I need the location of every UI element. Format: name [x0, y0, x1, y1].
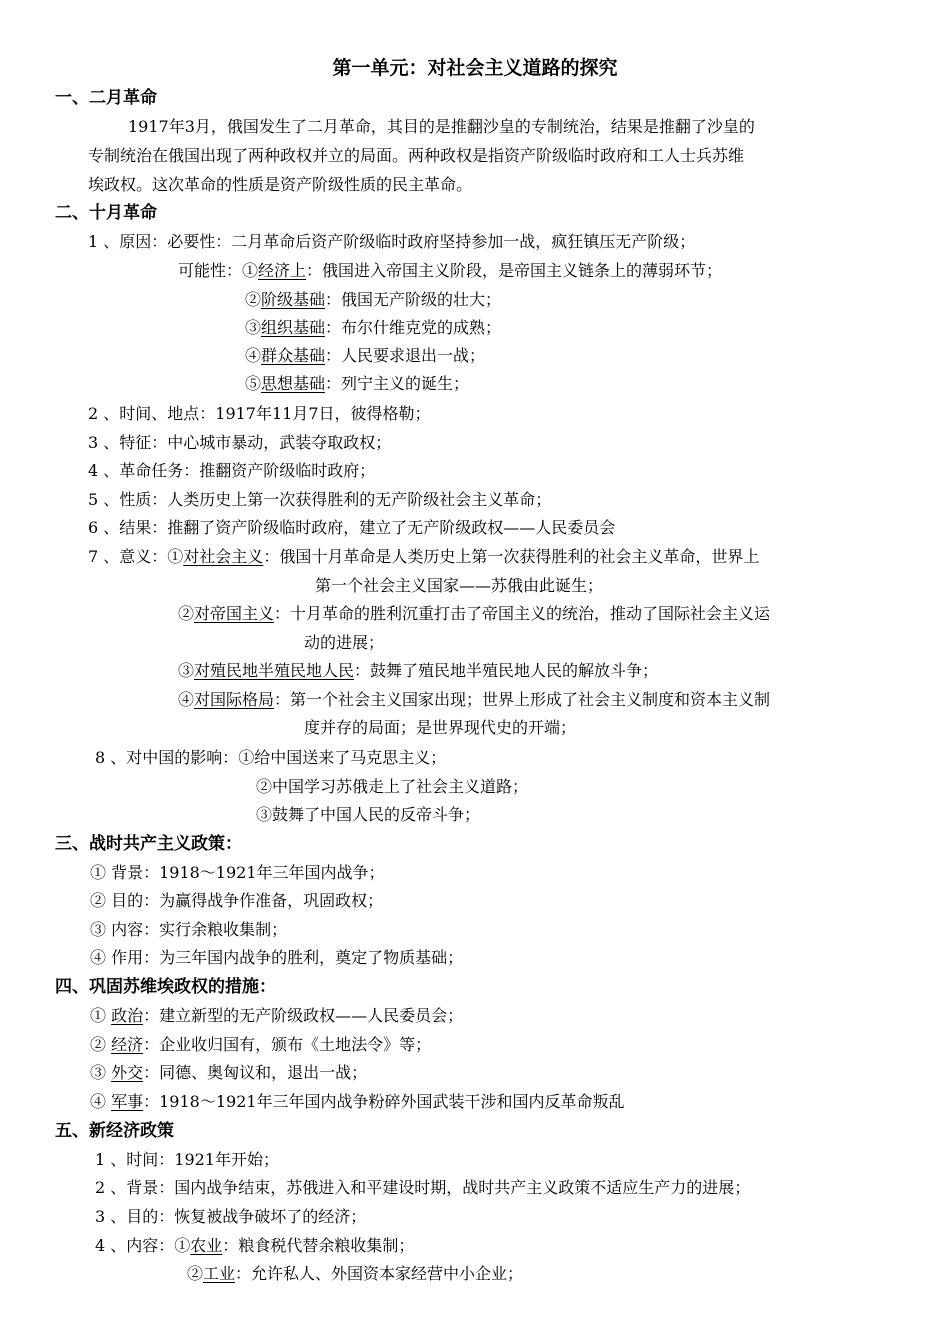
list-item — [245, 374, 469, 396]
list-item — [90, 1063, 367, 1085]
list-item — [178, 604, 770, 626]
section-heading-4: 四、巩固苏维埃政权的措施： — [55, 977, 276, 997]
keyword: 外交 — [111, 1063, 144, 1082]
list-item — [88, 547, 759, 569]
list-item: 3 、目的：恢复被战争破坏了的经济； — [95, 1207, 367, 1226]
item-lead: 可能性： — [178, 261, 243, 280]
item-number: ② — [90, 1035, 112, 1054]
keyword: 军事 — [111, 1092, 144, 1111]
list-item: ② 目的：为赢得战争作准备，巩固政权； — [90, 891, 384, 910]
list-item — [245, 346, 485, 368]
keyword: 对殖民地半殖民地人民 — [194, 661, 355, 680]
paragraph-line: 埃政权。这次革命的性质是资产阶级性质的民主革命。 — [88, 175, 473, 194]
item-text: ：鼓舞了殖民地半殖民地人民的解放斗争； — [354, 661, 659, 680]
list-item — [245, 290, 501, 312]
list-item: 1 、原因：必要性：二月革命后资产阶级临时政府坚持参加一战，疯狂镇压无产阶级； — [88, 232, 696, 251]
continuation-line: 第一个社会主义国家——苏俄由此诞生； — [315, 576, 604, 595]
item-text: ：1918～1921年三年国内战争粉碎外国武装干涉和国内反革命叛乱 — [143, 1092, 625, 1111]
item-text: ①给中国送来了马克思主义； — [238, 748, 447, 767]
list-item: 5 、性质：人类历史上第一次获得胜利的无产阶级社会主义革命； — [88, 490, 552, 509]
item-number: ③ — [178, 661, 195, 680]
item-number: ② — [245, 290, 262, 309]
paragraph-line: 专制统治在俄国出现了两种政权并立的局面。两种政权是指资产阶级临时政府和工人士兵苏维 — [88, 146, 745, 165]
item-lead: 7 、意义： — [88, 547, 168, 566]
keyword: 思想基础 — [261, 374, 326, 393]
section-heading-1: 一、二月革命 — [55, 88, 157, 108]
item-number: ② — [187, 1264, 204, 1283]
list-item: 1 、时间：1921年开始； — [95, 1150, 279, 1169]
list-item — [245, 318, 501, 340]
keyword: 工业 — [203, 1264, 236, 1283]
list-item: ③ 内容：实行余粮收集制； — [90, 920, 288, 939]
item-number: ③ — [245, 318, 262, 337]
section-heading-2: 二、十月革命 — [55, 203, 157, 223]
item-text: ：俄国进入帝国主义阶段，是帝国主义链条上的薄弱环节； — [306, 261, 723, 280]
list-item: ③鼓舞了中国人民的反帝斗争； — [256, 805, 481, 824]
item-text: ：布尔什维克党的成熟； — [325, 318, 502, 337]
list-item — [178, 261, 722, 283]
item-number: ① — [174, 1236, 191, 1255]
list-item: 4 、革命任务：推翻资产阶级临时政府； — [88, 461, 376, 480]
item-text: ：列宁主义的诞生； — [325, 374, 470, 393]
keyword: 政治 — [111, 1006, 144, 1025]
list-item — [90, 1006, 463, 1028]
item-number: ④ — [178, 690, 195, 709]
item-number: ① — [90, 1006, 112, 1025]
keyword: 经济 — [111, 1035, 144, 1054]
list-item — [90, 1035, 431, 1057]
item-number: ② — [178, 604, 195, 623]
list-item — [95, 1236, 414, 1258]
item-lead: 4 、内容： — [95, 1236, 175, 1255]
list-item: 2 、背景：国内战争结束，苏俄进入和平建设时期，战时共产主义政策不适应生产力的进展； — [95, 1178, 751, 1197]
section-heading-3: 三、战时共产主义政策： — [55, 834, 242, 854]
item-text: ：人民要求退出一战； — [325, 346, 486, 365]
item-text: ：十月革命的胜利沉重打击了帝国主义的统治，推动了国际社会主义运 — [274, 604, 771, 623]
item-number: ① — [242, 261, 259, 280]
item-text: ：俄国无产阶级的壮大； — [325, 290, 502, 309]
list-item: ②中国学习苏俄走上了社会主义道路； — [256, 777, 529, 796]
item-number: ① — [167, 547, 184, 566]
keyword: 组织基础 — [261, 318, 326, 337]
list-item: ④ 作用：为三年国内战争的胜利，奠定了物质基础； — [90, 948, 464, 967]
list-item — [178, 690, 770, 712]
item-lead: 8 、对中国的影响： — [95, 748, 239, 767]
item-text: ：企业收归国有，颁布《土地法令》等； — [143, 1035, 432, 1054]
item-number: ④ — [90, 1092, 112, 1111]
item-text: ：俄国十月革命是人类历史上第一次获得胜利的社会主义革命，世界上 — [263, 547, 760, 566]
continuation-line: 度并存的局面；是世界现代史的开端； — [304, 718, 577, 737]
keyword: 经济上 — [258, 261, 307, 280]
item-text: ：粮食税代替余粮收集制； — [222, 1236, 415, 1255]
item-number: ③ — [90, 1063, 112, 1082]
section-heading-5: 五、新经济政策 — [55, 1121, 174, 1141]
list-item — [187, 1264, 523, 1286]
keyword: 对社会主义 — [183, 547, 264, 566]
list-item: 2 、时间、地点：1917年11月7日，彼得格勒； — [88, 404, 431, 423]
list-item — [95, 748, 446, 770]
list-item — [90, 1092, 625, 1114]
paragraph-line: 1917年3月，俄国发生了二月革命，其目的是推翻沙皇的专制统治，结果是推翻了沙皇的 — [128, 117, 755, 136]
item-number: ⑤ — [245, 374, 262, 393]
item-text: ：第一个社会主义国家出现；世界上形成了社会主义制度和资本主义制 — [274, 690, 771, 709]
list-item: 3 、特征：中心城市暴动，武装夺取政权； — [88, 433, 392, 452]
list-item: ① 背景：1918～1921年三年国内战争； — [90, 863, 385, 882]
item-number: ④ — [245, 346, 262, 365]
keyword: 农业 — [190, 1236, 223, 1255]
continuation-line: 动的进展； — [304, 633, 385, 652]
keyword: 群众基础 — [261, 346, 326, 365]
list-item — [178, 661, 658, 683]
page-title: 第一单元：对社会主义道路的探究 — [332, 57, 618, 79]
item-text: ：允许私人、外国资本家经营中小企业； — [235, 1264, 524, 1283]
keyword: 对帝国主义 — [194, 604, 275, 623]
item-text: ：同德、奥匈议和，退出一战； — [143, 1063, 368, 1082]
keyword: 阶级基础 — [261, 290, 326, 309]
item-text: ：建立新型的无产阶级政权——人民委员会； — [143, 1006, 464, 1025]
list-item: 6 、结果：推翻了资产阶级临时政府，建立了无产阶级政权——人民委员会 — [88, 518, 616, 537]
keyword: 对国际格局 — [194, 690, 275, 709]
